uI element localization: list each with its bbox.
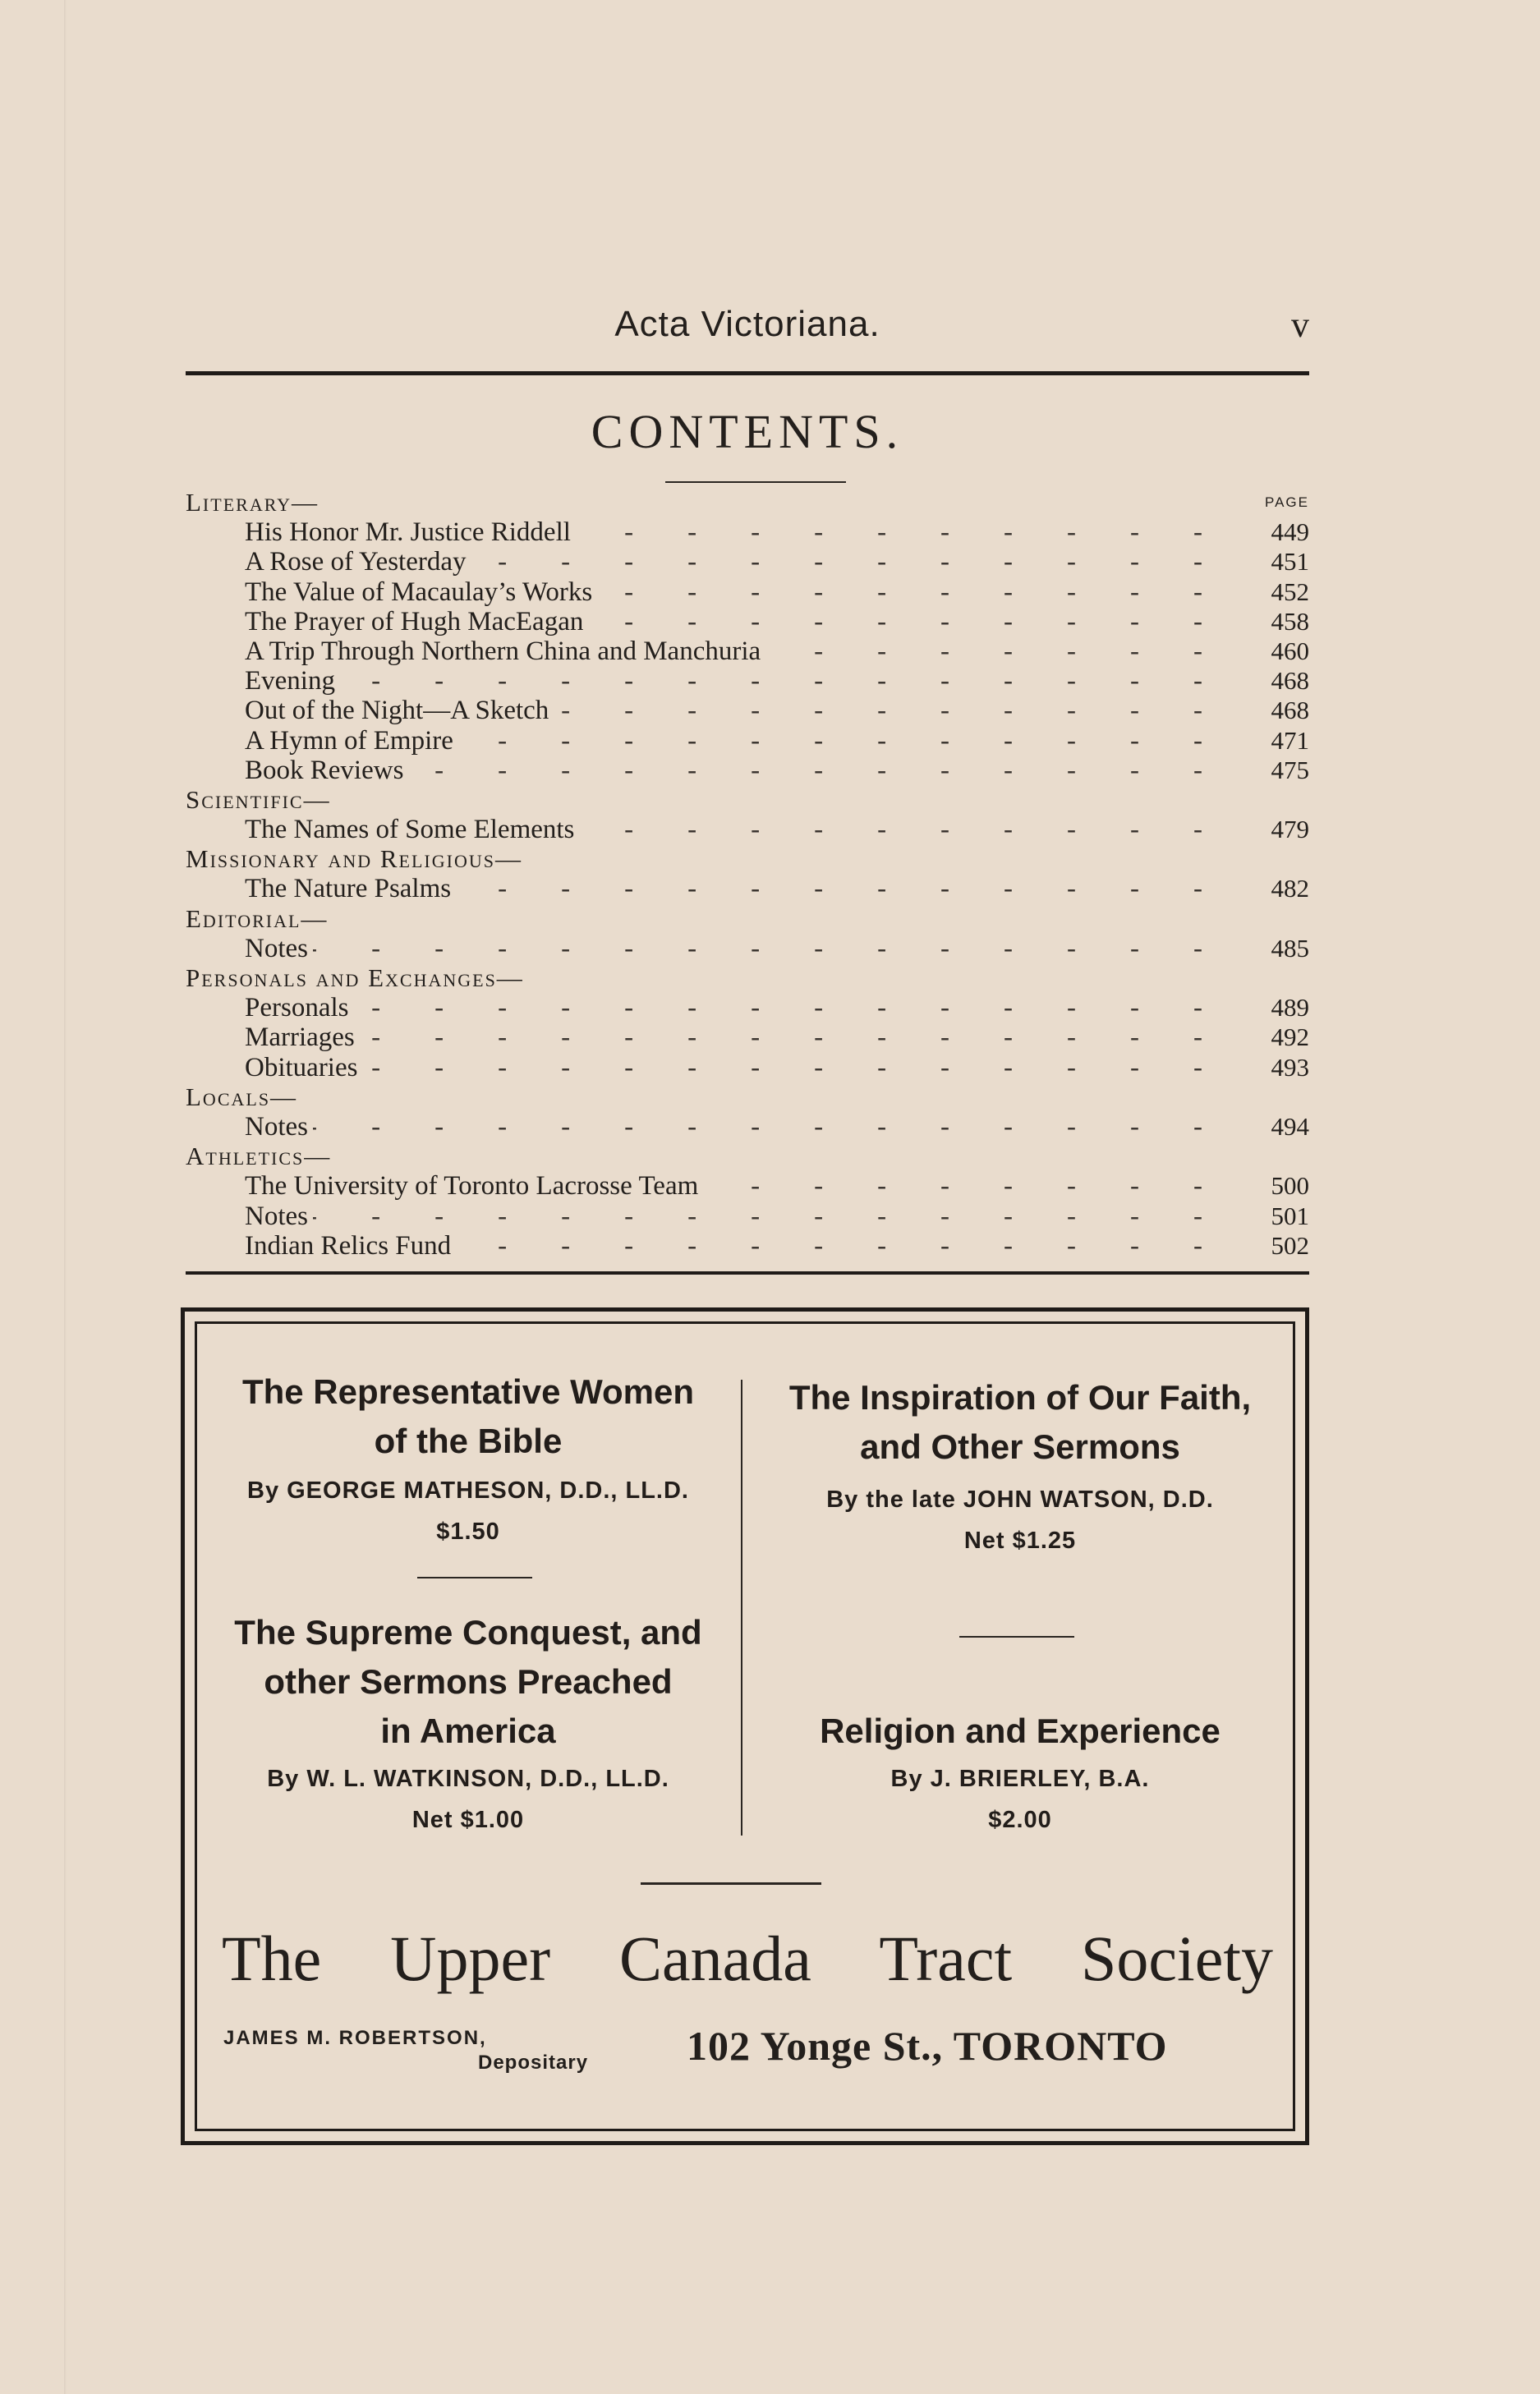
toc-entry-row — [186, 726, 1309, 756]
toc-entry-title: The University of Toronto Lacrosse Team — [245, 1171, 703, 1201]
book-title-line: Religion and Experience — [820, 1712, 1221, 1750]
toc-entry-page: 502 — [1271, 1230, 1309, 1260]
book-author: By W. L. WATKINSON, D.D., LL.D. — [267, 1766, 669, 1792]
toc-entry-title: Out of the Night—A Sketch — [245, 696, 554, 725]
toc-entry-title: Book Reviews — [245, 756, 408, 785]
book-listing — [749, 1373, 1291, 1564]
toc-entry-page: 501 — [1271, 1201, 1309, 1230]
page-fold-shadow — [64, 0, 67, 2394]
toc-entry-row — [186, 1053, 1309, 1082]
toc-entry-row — [186, 815, 1309, 844]
book-listing — [205, 1608, 731, 1843]
toc-entry-row — [186, 1022, 1309, 1052]
book-title-line: The Supreme Conquest, and — [234, 1613, 702, 1652]
book-price: Net $1.00 — [411, 1807, 525, 1833]
book-price: $1.50 — [436, 1519, 500, 1545]
toc-section-label: Literary— — [186, 488, 319, 517]
toc-entry-title: His Honor Mr. Justice Riddell — [245, 517, 576, 547]
dot-leader — [245, 1053, 1202, 1082]
book-listing — [749, 1707, 1291, 1843]
toc-entry-title: The Value of Macaulay’s Works — [245, 577, 597, 607]
dot-leader — [245, 934, 1202, 963]
toc-entry-row — [186, 993, 1309, 1022]
book-title-line: in America — [380, 1712, 556, 1750]
contents-bottom-rule — [186, 1271, 1309, 1275]
table-of-contents — [186, 488, 1309, 1261]
book-title-line: The Representative Women — [241, 1372, 695, 1411]
toc-entry-title: The Nature Psalms — [245, 874, 456, 903]
toc-entry-row — [186, 874, 1309, 903]
toc-entry-title: A Rose of Yesterday — [245, 547, 471, 577]
toc-entry-row — [186, 1202, 1309, 1231]
toc-entry-title: A Hymn of Empire — [245, 726, 458, 756]
book-separator-rule — [959, 1636, 1074, 1638]
book-author: By GEORGE MATHESON, D.D., LL.D. — [247, 1477, 689, 1504]
journal-title: Acta Victoriana. — [614, 304, 880, 344]
page-folio: v — [1291, 305, 1309, 345]
book-title-line: of the Bible — [374, 1422, 563, 1460]
toc-entry-title: Evening — [245, 666, 340, 696]
toc-entry-row — [186, 1231, 1309, 1261]
toc-entry-title: The Prayer of Hugh MacEagan — [245, 607, 588, 636]
toc-section-label: Personals and Exchanges— — [186, 963, 524, 992]
toc-entry-row — [186, 1171, 1309, 1201]
book-title-line: The Inspiration of Our Faith, — [788, 1378, 1252, 1417]
toc-section-label: Missionary and Religious— — [186, 844, 522, 874]
toc-entry-page: 468 — [1271, 696, 1309, 725]
publisher-name: The Upper Canada Tract Society — [222, 1923, 1273, 1994]
toc-entry-row — [186, 666, 1309, 696]
depositary-name: JAMES M. ROBERTSON, — [223, 2027, 487, 2049]
depositary-role: Depositary — [478, 2052, 589, 2074]
toc-entry-title: A Trip Through Northern China and Manchuria — [245, 636, 765, 666]
toc-entry-title: Indian Relics Fund — [245, 1231, 456, 1261]
toc-entry-row — [186, 547, 1309, 577]
toc-entry-row — [186, 934, 1309, 963]
book-author: By the late JOHN WATSON, D.D. — [826, 1486, 1214, 1513]
book-title-line: other Sermons Preached — [264, 1662, 673, 1701]
toc-entry-row — [186, 607, 1309, 636]
heading-underline — [665, 481, 846, 483]
toc-section-label: Scientific— — [186, 784, 331, 814]
toc-section-label: Locals— — [186, 1082, 298, 1111]
page-column-label: PAGE — [1265, 494, 1309, 510]
toc-entry-page: 471 — [1271, 725, 1309, 755]
book-price: $2.00 — [988, 1807, 1052, 1833]
toc-entry-title: Notes — [245, 1112, 313, 1142]
toc-entry-row — [186, 696, 1309, 725]
toc-entry-page: 500 — [1271, 1171, 1309, 1201]
dot-leader — [245, 1112, 1202, 1142]
column-divider — [741, 1380, 742, 1836]
toc-entry-page: 451 — [1271, 547, 1309, 577]
publisher-address: 102 Yonge St., TORONTO — [687, 2023, 1168, 2069]
book-listing — [205, 1367, 731, 1555]
toc-entry-page: 489 — [1271, 993, 1309, 1022]
toc-entry-row — [186, 636, 1309, 666]
toc-entry-page: 494 — [1271, 1111, 1309, 1141]
toc-entry-page: 468 — [1271, 666, 1309, 696]
dot-leader — [245, 1022, 1202, 1052]
dot-leader — [245, 1202, 1202, 1231]
toc-entry-row — [186, 517, 1309, 547]
publisher-separator-rule — [641, 1882, 821, 1885]
toc-section-row — [186, 963, 1309, 993]
toc-entry-title: Notes — [245, 1202, 313, 1231]
toc-section-row — [186, 785, 1309, 815]
toc-entry-title: The Names of Some Elements — [245, 815, 579, 844]
toc-entry-page: 482 — [1271, 874, 1309, 903]
toc-entry-page: 493 — [1271, 1052, 1309, 1082]
toc-entry-row — [186, 756, 1309, 785]
contents-heading: CONTENTS. — [591, 405, 904, 458]
book-separator-rule — [417, 1577, 532, 1578]
toc-entry-row — [186, 577, 1309, 607]
toc-entry-page: 460 — [1271, 636, 1309, 665]
toc-section-row — [186, 844, 1309, 874]
toc-entry-page: 479 — [1271, 815, 1309, 844]
toc-entry-title: Personals — [245, 993, 354, 1022]
toc-entry-row — [186, 1112, 1309, 1142]
toc-section-row — [186, 1082, 1309, 1112]
toc-section-label: Athletics— — [186, 1142, 332, 1171]
toc-entry-page: 449 — [1271, 517, 1309, 547]
toc-entry-page: 452 — [1271, 577, 1309, 606]
toc-entry-title: Notes — [245, 934, 313, 963]
header-rule — [186, 371, 1309, 375]
toc-entry-title: Obituaries — [245, 1053, 362, 1082]
toc-entry-title: Marriages — [245, 1022, 360, 1052]
toc-entry-page: 492 — [1271, 1022, 1309, 1052]
dot-leader — [245, 993, 1202, 1022]
book-title-line: and Other Sermons — [860, 1427, 1180, 1466]
toc-entry-page: 475 — [1271, 755, 1309, 784]
toc-section-row — [186, 488, 1309, 517]
running-header — [186, 304, 1309, 353]
book-price: Net $1.25 — [963, 1528, 1077, 1554]
toc-section-row — [186, 1142, 1309, 1171]
toc-section-label: Editorial— — [186, 903, 329, 933]
book-author: By J. BRIERLEY, B.A. — [890, 1766, 1150, 1792]
toc-section-row — [186, 904, 1309, 934]
toc-entry-page: 458 — [1271, 606, 1309, 636]
dot-leader — [245, 666, 1202, 696]
toc-entry-page: 485 — [1271, 933, 1309, 963]
